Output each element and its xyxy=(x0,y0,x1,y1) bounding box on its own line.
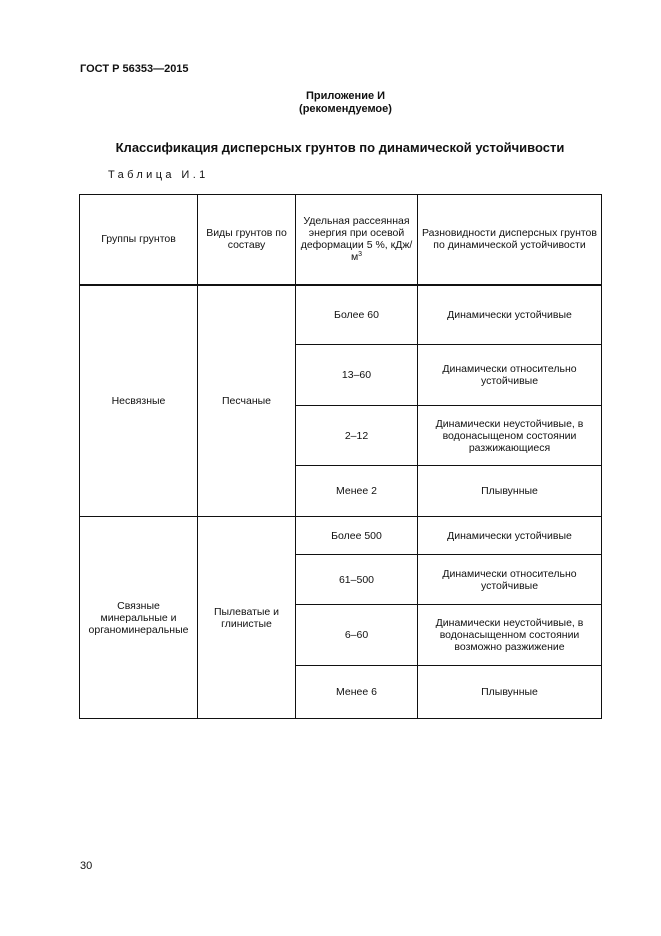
variety-cell: Динамически относительно устойчивые xyxy=(418,555,602,605)
classification-table xyxy=(79,194,602,719)
variety-cell: Динамически неустойчивые, в водонасыщенном состоянии возможно разжижение xyxy=(418,605,602,666)
table-row xyxy=(80,285,602,345)
variety-cell: Плывунные xyxy=(418,666,602,719)
energy-cell: Более 500 xyxy=(296,517,418,555)
energy-cell: 6–60 xyxy=(296,605,418,666)
variety-cell: Плывунные xyxy=(418,466,602,517)
header-types: Виды грунтов по составу xyxy=(198,195,296,285)
table-label: Таблица И.1 xyxy=(108,169,209,181)
group-cell: Связные минеральные и органоминеральные xyxy=(80,517,198,719)
appendix-type: (рекомендуемое) xyxy=(299,103,392,115)
header-groups: Группы грунтов xyxy=(80,195,198,285)
header-varieties: Разновидности дисперсных грунтов по динамической устойчивости xyxy=(418,195,602,285)
appendix-heading xyxy=(0,90,661,116)
energy-cell: 2–12 xyxy=(296,406,418,466)
energy-cell: Более 60 xyxy=(296,285,418,345)
header-energy xyxy=(296,195,418,285)
energy-cell: 61–500 xyxy=(296,555,418,605)
document-code: ГОСТ Р 56353—2015 xyxy=(80,63,189,75)
table-header-row xyxy=(80,195,602,285)
variety-cell: Динамически устойчивые xyxy=(418,517,602,555)
type-cell: Песчаные xyxy=(198,285,296,517)
variety-cell: Динамически устойчивые xyxy=(418,285,602,345)
appendix-label: Приложение И xyxy=(305,90,386,102)
variety-cell: Динамически относительно устойчивые xyxy=(418,345,602,406)
energy-cell: Менее 2 xyxy=(296,466,418,517)
variety-cell: Динамически неустойчивые, в водонасыщеном состоянии разжижающиеся xyxy=(418,406,602,466)
section-title: Классификация дисперсных грунтов по динамической устойчивости xyxy=(115,140,565,155)
energy-cell: Менее 6 xyxy=(296,666,418,719)
page-number: 30 xyxy=(80,860,93,872)
group-cell: Несвязные xyxy=(80,285,198,517)
header-energy-text: Удельная рассеянная энергия при осевой деформации 5 %, кДж/м xyxy=(300,215,413,264)
energy-cell: 13–60 xyxy=(296,345,418,406)
header-energy-sup: 3 xyxy=(358,251,363,259)
table-row xyxy=(80,517,602,555)
type-cell: Пылеватые и глинистые xyxy=(198,517,296,719)
